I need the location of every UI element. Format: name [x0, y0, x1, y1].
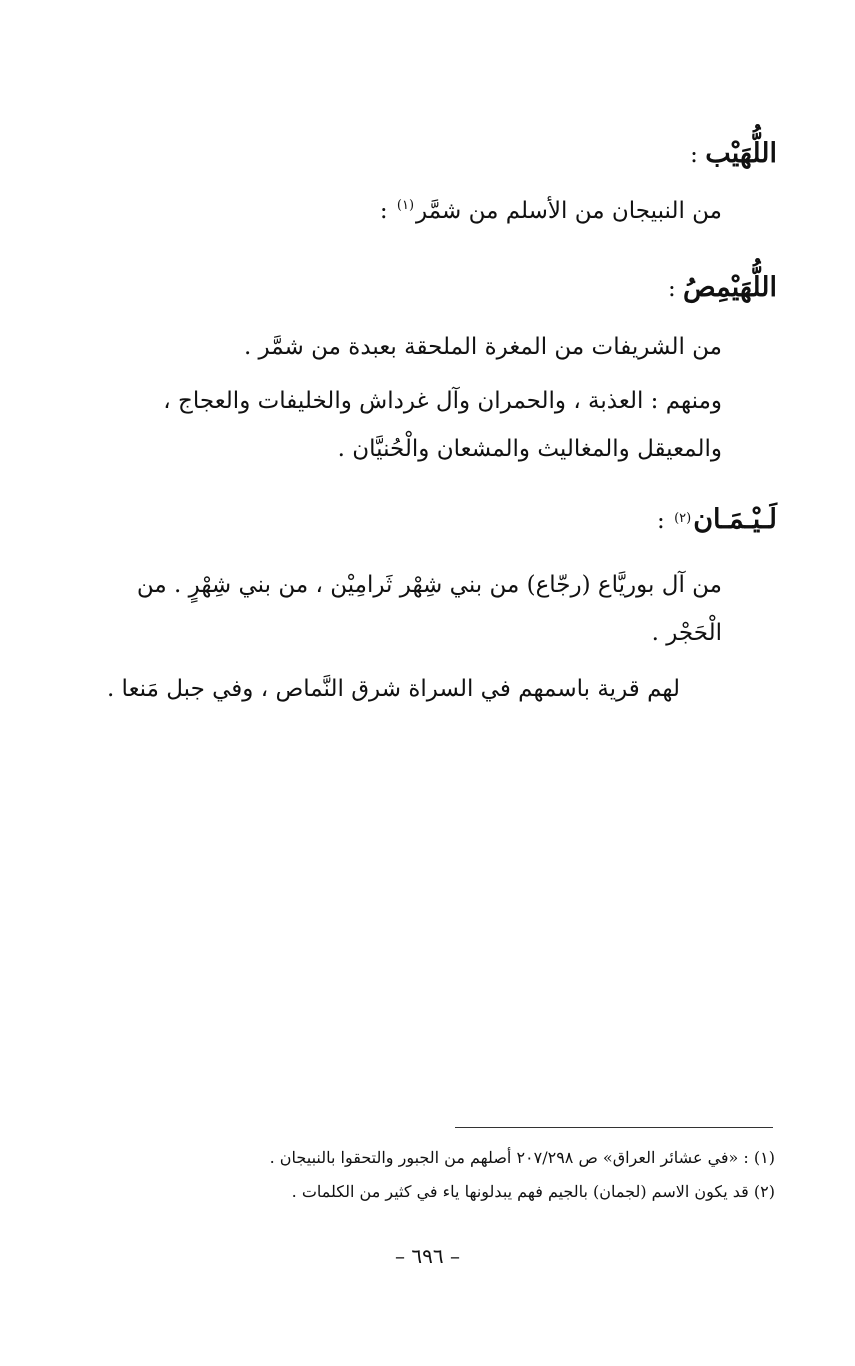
heading-colon: : — [667, 276, 684, 302]
entry-heading-3 — [657, 504, 777, 535]
entry-3-paragraph-1-line-2 — [652, 620, 722, 648]
paragraph-text: ومنهم : العذبة ، والحمران وآل غرداش والخليفات والعجاج ، — [163, 388, 722, 414]
heading-colon: : — [690, 142, 706, 168]
entry-heading-2 — [668, 272, 777, 303]
footnote-1: (١) : «في عشائر العراق» ص ٢٠٧/٢٩٨ أصلهم من الجبور والتحقوا بالنبيجان . — [269, 1148, 775, 1167]
entry-3-paragraph-2 — [107, 676, 680, 704]
entry-title: لَـيْـمَـان — [693, 504, 777, 535]
paragraph-text: لهم قرية باسمهم في السراة شرق النَّماص ، وفي جبل مَنعا . — [106, 676, 680, 702]
paragraph-text: من آل بوريَّاع (رجّاع) من بني شِهْر ثَرامِيْن ، من بني شِهْرٍ . من — [136, 572, 722, 598]
paragraph-text: من النبيجان من الأسلم من شمَّر — [416, 198, 722, 224]
footnote-ref: (٢) — [674, 510, 692, 526]
entry-1-paragraph — [380, 198, 722, 226]
entry-heading-1 — [690, 138, 777, 169]
heading-colon: : — [657, 508, 673, 534]
entry-2-paragraph-2-line-2 — [338, 436, 722, 464]
footnote-2: (٢) قد يكون الاسم (لجمان) بالجيم فهم يبدلونها ياء في كثير من الكلمات . — [291, 1182, 775, 1201]
entry-2-paragraph-1 — [244, 334, 722, 362]
entry-title: اللُّهَيْمِصُ — [683, 272, 777, 303]
entry-3-paragraph-1-line-1 — [137, 572, 722, 600]
page-number: – ٦٩٦ – — [395, 1244, 460, 1268]
paragraph-text: من الشريفات من المغرة الملحقة بعبدة من شمَّر . — [243, 334, 722, 360]
entry-title: اللُّهَيْب — [705, 138, 777, 169]
paragraph-text: الْحَجْر . — [651, 620, 722, 646]
paragraph-text: والمعيقل والمغاليث والمشعان والْحُنيَّان . — [337, 436, 722, 462]
entry-2-paragraph-2-line-1 — [163, 388, 722, 416]
footnote-divider — [455, 1127, 773, 1128]
paragraph-tail: : — [379, 198, 395, 224]
footnote-ref: (١) — [396, 198, 415, 214]
